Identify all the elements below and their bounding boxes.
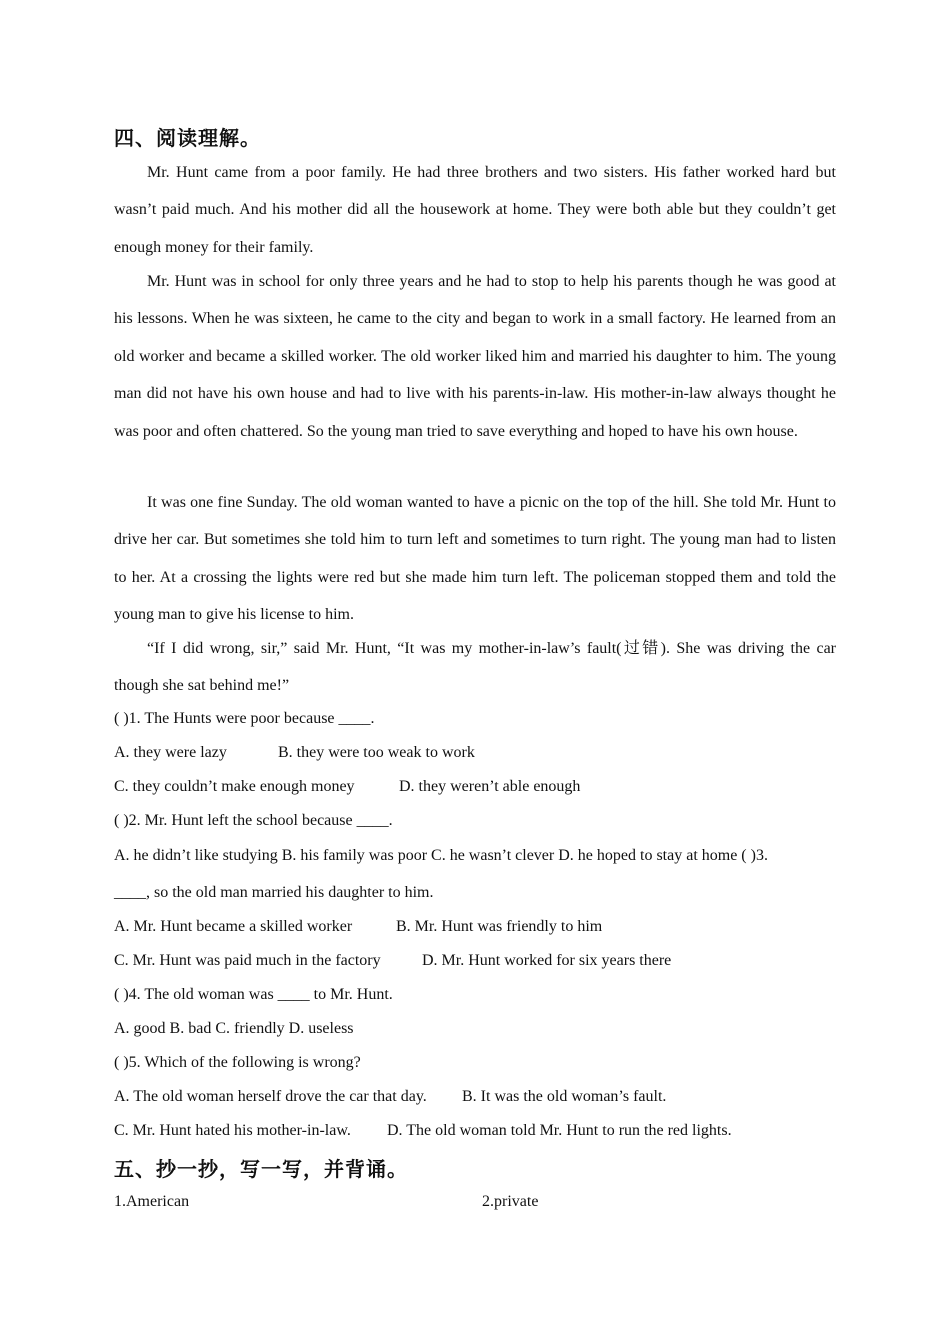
q3-option-b: B. Mr. Hunt was friendly to him bbox=[396, 918, 603, 935]
copy-word-1: 1.American bbox=[114, 1193, 190, 1210]
question-3-options-row-2 bbox=[114, 952, 671, 970]
question-4-stem: ( )4. The old woman was ____ to Mr. Hunt. bbox=[114, 986, 393, 1003]
q5-option-b: B. It was the old woman’s fault. bbox=[462, 1088, 667, 1105]
q1-option-a: A. they were lazy bbox=[114, 744, 227, 761]
passage-paragraph-2: Mr. Hunt was in school for only three years and he had to stop to help his parents though he was good at his lessons. When he was sixteen, he came to the city and began to work in a small factory. He learned from an old worker and became a skilled worker. The old worker liked him and married his daughter to him. The young man did not have his own house and had to live with his parents-in-law. His mother-in-law always thought he was poor and often chattered. So the young man tried to save everything and hoped to have his own house. bbox=[114, 273, 836, 440]
q3-option-c: C. Mr. Hunt was paid much in the factory bbox=[114, 952, 381, 969]
copy-words-row bbox=[114, 1193, 836, 1211]
passage-paragraph-4: “If I did wrong, sir,” said Mr. Hunt, “It was my mother-in-law’s fault(过错). She was driving the car though she sat behind me!” bbox=[114, 640, 836, 695]
question-2-stem: ( )2. Mr. Hunt left the school because ____. bbox=[114, 812, 393, 829]
question-1-options-row-2 bbox=[114, 778, 580, 796]
q5-option-d: D. The old woman told Mr. Hunt to run the red lights. bbox=[387, 1122, 732, 1139]
question-4-options: A. good B. bad C. friendly D. useless bbox=[114, 1020, 354, 1037]
q1-option-d: D. they weren’t able enough bbox=[399, 778, 581, 795]
q3-option-a: A. Mr. Hunt became a skilled worker bbox=[114, 918, 353, 935]
question-5-options-row-2 bbox=[114, 1122, 732, 1140]
question-5-options-row-1 bbox=[114, 1088, 666, 1106]
question-1-options-row-1 bbox=[114, 744, 475, 762]
copy-word-2: 2.private bbox=[482, 1193, 539, 1210]
q1-option-c: C. they couldn’t make enough money bbox=[114, 778, 355, 795]
passage-paragraph-3: It was one fine Sunday. The old woman wanted to have a picnic on the top of the hill. She told Mr. Hunt to drive her car. But sometimes she told him to turn left and sometimes to turn right. The young man had to listen to her. At a crossing the lights were red but she made him turn left. The policeman stopped them and told the young man to give his license to him. bbox=[114, 494, 836, 624]
q3-option-d: D. Mr. Hunt worked for six years there bbox=[422, 952, 672, 969]
question-5-stem: ( )5. Which of the following is wrong? bbox=[114, 1054, 361, 1071]
question-2-options: A. he didn’t like studying B. his family was poor C. he wasn’t clever D. he hoped to stay at home ( )3. bbox=[114, 847, 768, 864]
section-4-heading: 四、阅读理解。 bbox=[114, 126, 261, 150]
section-5-heading: 五、抄一抄，写一写，并背诵。 bbox=[114, 1157, 408, 1181]
question-1-stem: ( )1. The Hunts were poor because ____. bbox=[114, 710, 375, 727]
q5-option-a: A. The old woman herself drove the car that day. bbox=[114, 1088, 427, 1105]
q5-option-c: C. Mr. Hunt hated his mother-in-law. bbox=[114, 1122, 351, 1139]
q1-option-b: B. they were too weak to work bbox=[278, 744, 475, 761]
question-3-stem: ____, so the old man married his daughter to him. bbox=[114, 884, 434, 901]
passage-paragraph-1: Mr. Hunt came from a poor family. He had three brothers and two sisters. His father worked hard but wasn’t paid much. And his mother did all the housework at home. They were both able but they couldn’t get enough money for their family. bbox=[114, 164, 836, 256]
question-3-options-row-1 bbox=[114, 918, 602, 936]
